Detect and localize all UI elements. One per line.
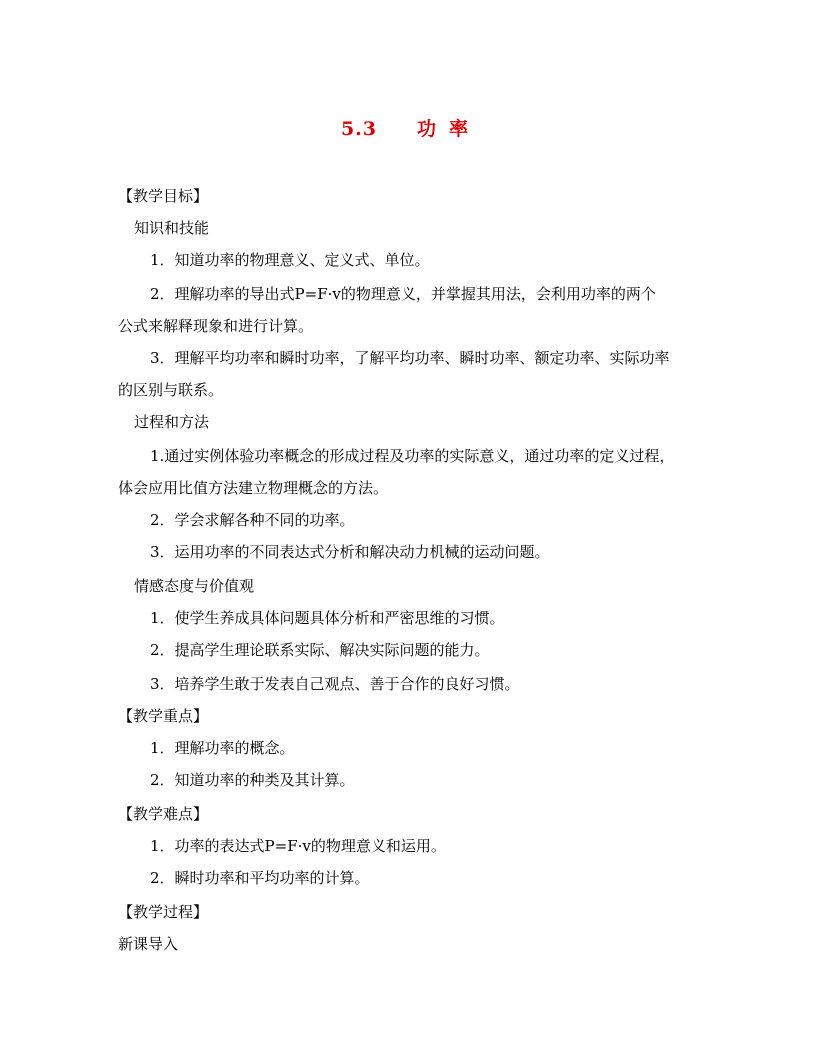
process-item-1-cont: 体会应用比值方法建立物理概念的方法。 (118, 479, 389, 497)
page-title (0, 114, 816, 141)
emotion-item-1: 1．使学生养成具体问题具体分析和严密思维的习惯。 (150, 609, 505, 627)
emotion-item-3: 3．培养学生敢于发表自己观点、善于合作的良好习惯。 (150, 675, 520, 693)
emotion-item-2: 2．提高学生理论联系实际、解决实际问题的能力。 (150, 641, 490, 659)
title-char-1: 功 (417, 118, 438, 140)
teaching-process-heading: 【教学过程】 (118, 903, 209, 921)
knowledge-item-3-cont: 的区别与联系。 (118, 381, 224, 399)
process-item-1: 1.通过实例体验功率概念的形成过程及功率的实际意义，通过功率的定义过程， (150, 447, 675, 465)
key-points-heading: 【教学重点】 (118, 707, 209, 725)
objectives-heading: 【教学目标】 (118, 187, 209, 205)
key-point-1: 1．理解功率的概念。 (150, 739, 295, 757)
knowledge-item-2: 2．理解功率的导出式P=F·v的物理意义，并掌握其用法，会利用功率的两个 (150, 285, 656, 303)
knowledge-heading: 知识和技能 (134, 219, 210, 237)
knowledge-item-3: 3．理解平均功率和瞬时功率，了解平均功率、瞬时功率、额定功率、实际功率 (150, 349, 670, 367)
section-number: 5.3 (340, 118, 378, 140)
process-item-2: 2．学会求解各种不同的功率。 (150, 511, 355, 529)
process-heading: 过程和方法 (134, 413, 210, 431)
new-lesson-intro: 新课导入 (118, 935, 179, 953)
emotion-heading: 情感态度与价值观 (134, 577, 255, 595)
difficulty-heading: 【教学难点】 (118, 805, 209, 823)
knowledge-item-1: 1．知道功率的物理意义、定义式、单位。 (150, 251, 430, 269)
difficulty-2: 2．瞬时功率和平均功率的计算。 (150, 869, 370, 887)
difficulty-1: 1．功率的表达式P=F·v的物理意义和运用。 (150, 837, 446, 855)
key-point-2: 2．知道功率的种类及其计算。 (150, 771, 355, 789)
process-item-3: 3．运用功率的不同表达式分析和解决动力机械的运动问题。 (150, 543, 550, 561)
knowledge-item-2-cont: 公式来解释现象和进行计算。 (118, 317, 314, 335)
title-char-2: 率 (449, 118, 470, 140)
